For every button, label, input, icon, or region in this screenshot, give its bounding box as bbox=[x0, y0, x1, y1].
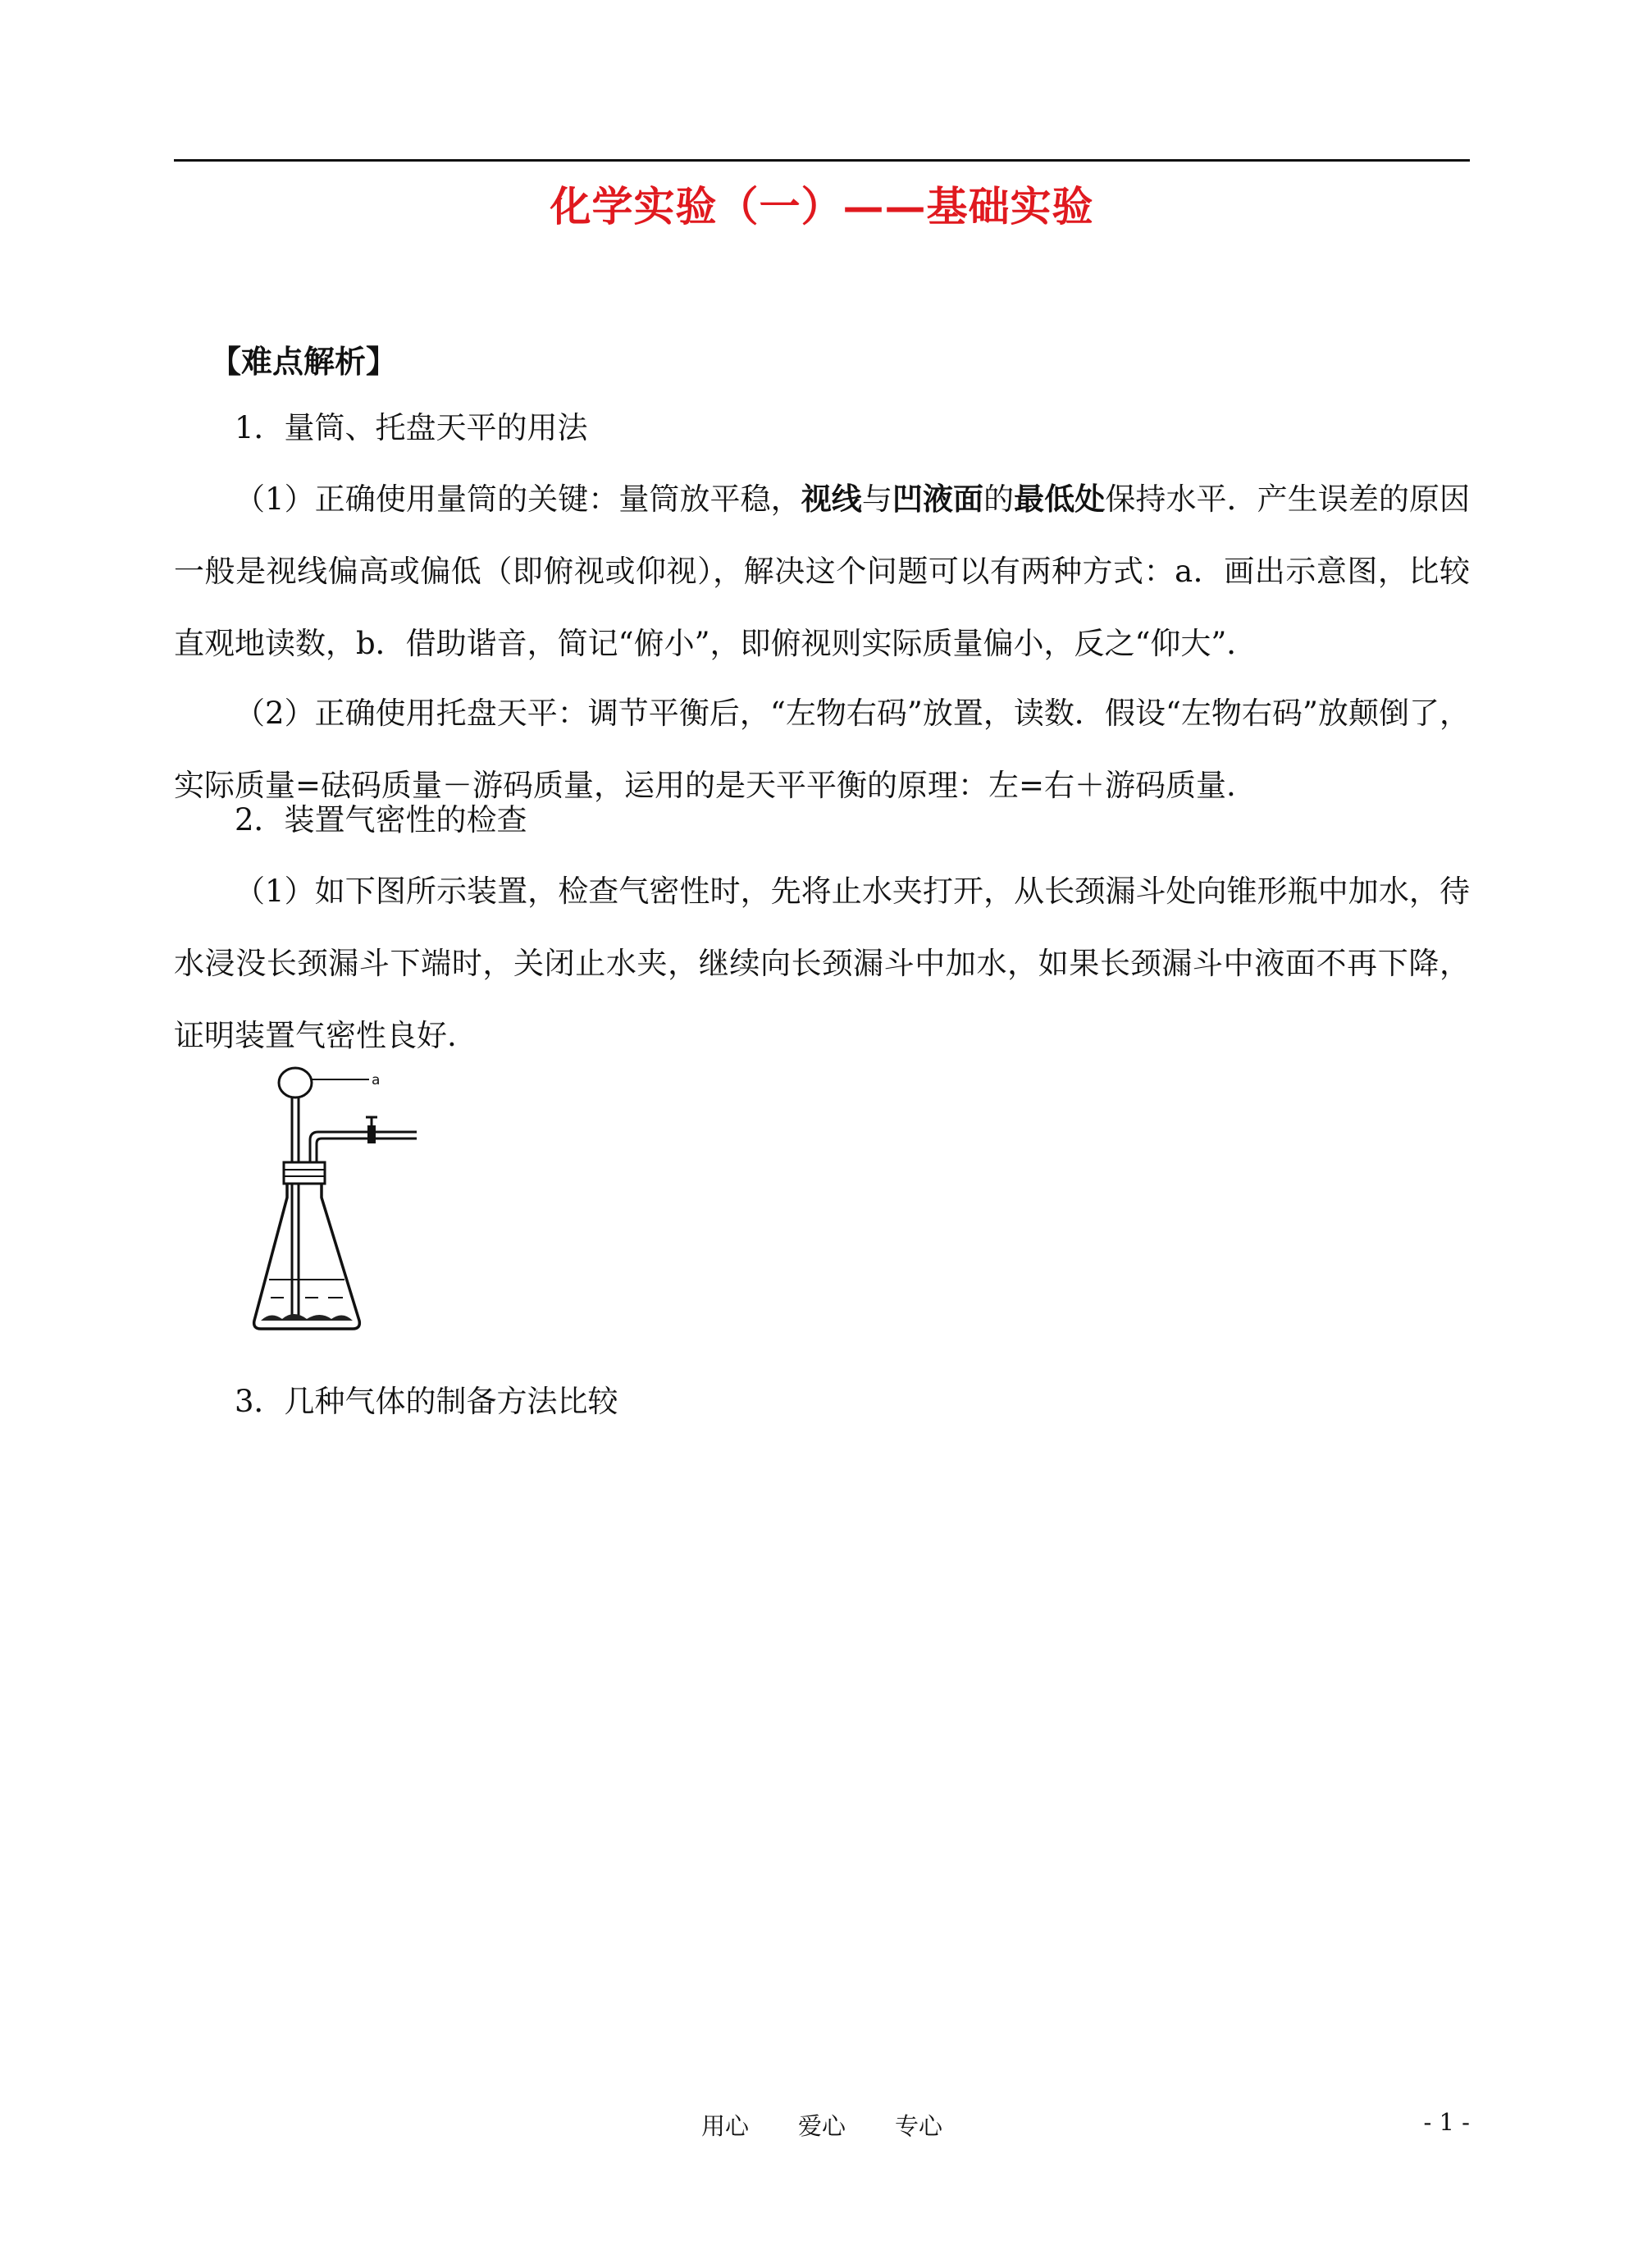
text-span: （1）正确使用量筒的关键：量筒放平稳， bbox=[235, 481, 801, 517]
page-title: 化学实验（一）——基础实验 bbox=[550, 182, 1094, 230]
apparatus-figure bbox=[246, 1060, 435, 1343]
footer-mottos bbox=[174, 2108, 1470, 2142]
section-heading: 【难点解析】 bbox=[210, 343, 398, 380]
footer-motto: 专心 bbox=[895, 2112, 943, 2140]
item2-paragraph1: （1）如下图所示装置，检查气密性时，先将止水夹打开，从长颈漏斗处向锥形瓶中加水，待水浸没长颈漏斗下端时，关闭止水夹，继续向长颈漏斗中加水，如果长颈漏斗中液面不再下降，证明装置气密性良好. bbox=[174, 874, 1470, 1053]
header-rule bbox=[174, 159, 1470, 162]
item1-paragraph1 bbox=[174, 463, 1470, 680]
bold-term-sightline: 视线 bbox=[801, 481, 862, 517]
text-span: 保持水平．产生误差的原因一般是视线偏高或偏低（即俯视或仰视），解决这个问题可以有两种方式：a．画出示意图，比较直观地读数，b．借助谐音，简记“俯小”，即俯视则实际质量偏小，反之“仰大”． bbox=[174, 481, 1471, 661]
delivery-tube-outer bbox=[310, 1132, 417, 1162]
rubber-stopper bbox=[284, 1162, 325, 1184]
page-footer bbox=[174, 2108, 1470, 2149]
delivery-tube-inner bbox=[317, 1139, 417, 1162]
figure-label-a: a bbox=[372, 1072, 381, 1088]
erlenmeyer-flask-apparatus-icon bbox=[246, 1060, 435, 1343]
bold-term-meniscus: 凹液面 bbox=[892, 481, 984, 517]
funnel-bulb bbox=[279, 1068, 312, 1097]
text-span: 与 bbox=[861, 481, 892, 517]
item1-heading: 1．量筒、托盘天平的用法 bbox=[235, 410, 588, 445]
item3-heading: 3．几种气体的制备方法比较 bbox=[235, 1384, 618, 1419]
item2-heading: 2．装置气密性的检查 bbox=[235, 802, 527, 837]
footer-motto: 爱心 bbox=[797, 2112, 846, 2140]
erlenmeyer-flask bbox=[254, 1184, 360, 1329]
page-number: - 1 - bbox=[1423, 2108, 1470, 2136]
pinch-clamp bbox=[367, 1125, 376, 1143]
solid-reagent bbox=[261, 1314, 353, 1321]
footer-motto: 用心 bbox=[700, 2112, 749, 2140]
bold-term-lowest-point: 最低处 bbox=[1014, 481, 1106, 517]
text-span: 的 bbox=[983, 481, 1015, 517]
item1-paragraph2: （2）正确使用托盘天平：调节平衡后，“左物右码”放置，读数．假设“左物右码”放颠倒了，实际质量=砝码质量－游码质量，运用的是天平平衡的原理：左=右＋游码质量. bbox=[174, 696, 1470, 803]
